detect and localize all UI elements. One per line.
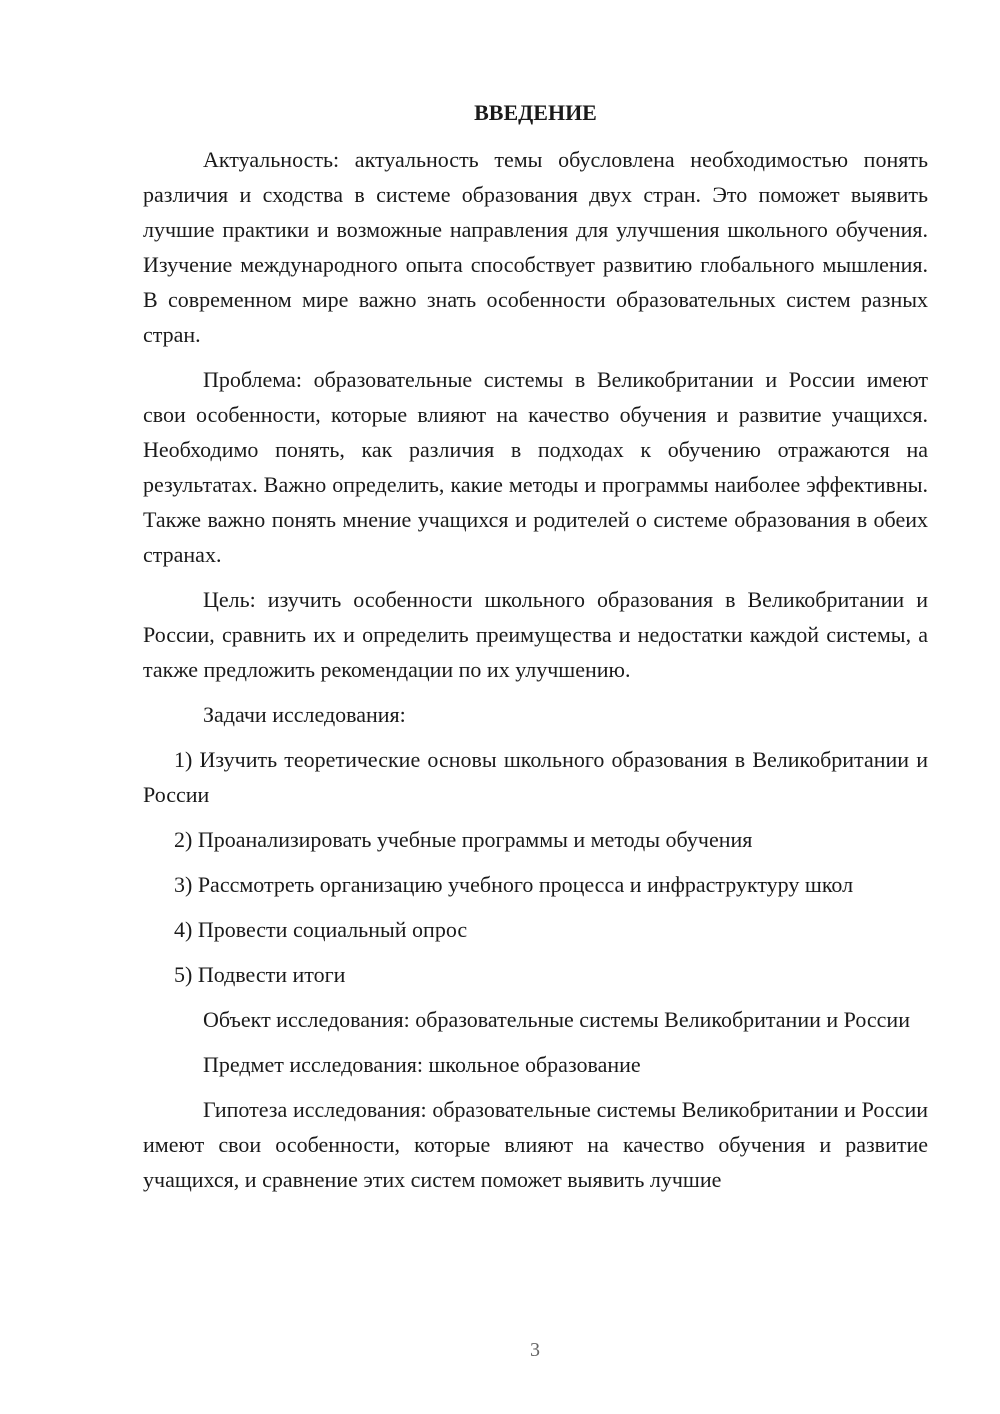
goal-paragraph: Цель: изучить особенности школьного образования в Великобритании и России, сравнить их и определить преимущества и недостатки каждой системы, а также предложить рекомендации по их улучшению. (143, 587, 928, 682)
tasks-heading: Задачи исследования: (203, 702, 406, 727)
hypothesis-paragraph: Гипотеза исследования: образовательные системы Великобритании и России имеют свои особенности, которые влияют на качество обучения и развитие учащихся, и сравнение этих систем поможет выявить лучшие (143, 1097, 928, 1192)
task-item-5: 5) Подвести итоги (174, 962, 346, 987)
task-item-1: 1) Изучить теоретические основы школьного образования в Великобритании и России (143, 747, 928, 807)
tasks-list (143, 742, 928, 992)
task-item-3: 3) Рассмотреть организацию учебного процесса и инфраструктуру школ (174, 872, 854, 897)
problem-paragraph: Проблема: образовательные системы в Великобритании и России имеют свои особенности, которые влияют на качество обучения и развитие учащихся. Необходимо понять, как различия в подходах к обучению отражаются на результатах. Важно определить, какие методы и программы наиболее эффективны. Также важно понять мнение учащихся и родителей о системе образования в обеих странах. (143, 367, 928, 567)
page-number: 3 (530, 1339, 540, 1361)
object-paragraph: Объект исследования: образовательные системы Великобритании и России (203, 1007, 910, 1032)
subject-paragraph: Предмет исследования: школьное образование (203, 1052, 641, 1077)
relevance-paragraph: Актуальность: актуальность темы обусловлена необходимостью понять различия и сходства в системе образования двух стран. Это поможет выявить лучшие практики и возможные направления для улучшения школьного обучения. Изучение международного опыта способствует развитию глобального мышления. В современном мире важно знать особенности образовательных систем разных стран. (143, 147, 928, 347)
document-body (143, 95, 928, 1197)
task-item-4: 4) Провести социальный опрос (174, 917, 468, 942)
task-item-2: 2) Проанализировать учебные программы и методы обучения (174, 827, 753, 852)
section-title: ВВЕДЕНИЕ (474, 100, 597, 125)
